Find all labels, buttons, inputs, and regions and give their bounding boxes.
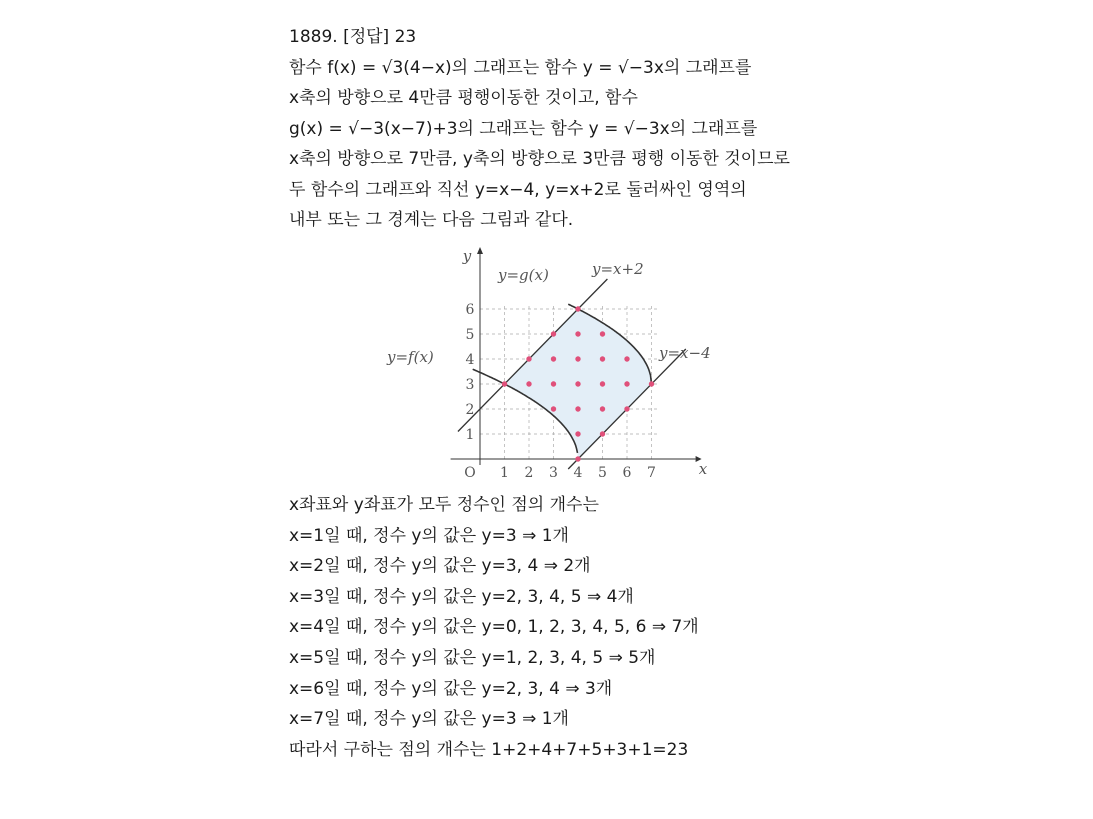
y-axis-arrow <box>477 247 483 254</box>
lattice-point-19 <box>624 406 629 411</box>
solution-line-1: x좌표와 y좌표가 모두 정수인 점의 개수는 <box>289 495 599 515</box>
lattice-point-0 <box>502 381 507 386</box>
solution-line-9: 따라서 구하는 점의 개수는 1+2+4+7+5+3+1=23 <box>289 739 689 760</box>
y-tick-label: 4 <box>465 352 475 368</box>
lattice-point-8 <box>575 431 580 436</box>
solution-line-4: x=3일 때, 정수 y의 값은 y=2, 3, 4, 5 ⇒ 4개 <box>289 586 634 607</box>
label-line-top: y=x+2 <box>592 260 644 278</box>
y-tick-label: 5 <box>465 327 475 343</box>
lattice-point-11 <box>575 356 580 361</box>
lattice-point-13 <box>575 306 580 311</box>
lattice-point-2 <box>526 356 531 361</box>
y-tick-label: 3 <box>465 377 475 393</box>
problem-header: 1889. [정답] 23 <box>289 27 417 47</box>
y-tick-label: 1 <box>465 427 475 443</box>
label-line-bottom: y=x−4 <box>659 344 711 362</box>
y-tick-label: 6 <box>465 302 475 318</box>
lattice-point-21 <box>624 356 629 361</box>
label-g: y=g(x) <box>498 266 549 284</box>
lattice-point-3 <box>551 406 556 411</box>
intro-line-6: 내부 또는 그 경계는 다음 그림과 같다. <box>289 210 574 230</box>
label-f: y=f(x) <box>387 348 434 366</box>
lattice-point-14 <box>600 431 605 436</box>
explanation-text <box>289 22 849 236</box>
lattice-point-1 <box>526 381 531 386</box>
x-tick-label: 2 <box>524 465 534 481</box>
graph-svg <box>384 243 724 483</box>
solution-line-5: x=4일 때, 정수 y의 값은 y=0, 1, 2, 3, 4, 5, 6 ⇒ 7개 <box>289 617 699 638</box>
lattice-point-9 <box>575 406 580 411</box>
y-tick-label: 2 <box>465 402 475 418</box>
lattice-point-20 <box>624 381 629 386</box>
solution-line-7: x=6일 때, 정수 y의 값은 y=2, 3, 4 ⇒ 3개 <box>289 678 613 699</box>
lattice-point-5 <box>551 356 556 361</box>
lattice-point-22 <box>649 381 654 386</box>
lattice-point-15 <box>600 406 605 411</box>
x-tick-label: 1 <box>500 465 509 481</box>
x-tick-label: 6 <box>622 465 632 481</box>
intro-line-5: 두 함수의 그래프와 직선 y=x−4, y=x+2로 둘러싸인 영역의 <box>289 179 747 200</box>
lattice-point-17 <box>600 356 605 361</box>
lattice-point-16 <box>600 381 605 386</box>
solution-line-8: x=7일 때, 정수 y의 값은 y=3 ⇒ 1개 <box>289 709 569 730</box>
lattice-point-12 <box>575 331 580 336</box>
solution-text <box>289 490 849 765</box>
solution-line-3: x=2일 때, 정수 y의 값은 y=3, 4 ⇒ 2개 <box>289 556 591 577</box>
x-tick-label: 3 <box>549 465 558 481</box>
lattice-point-7 <box>575 456 580 461</box>
x-tick-label: 4 <box>573 465 583 481</box>
intro-line-2: x축의 방향으로 4만큼 평행이동한 것이고, 함수 <box>289 88 638 108</box>
intro-line-4: x축의 방향으로 7만큼, y축의 방향으로 3만큼 평행 이동한 것이므로 <box>289 149 790 169</box>
intro-line-1: 함수 f(x) = √3(4−x)의 그래프는 함수 y = √−3x의 그래프를 <box>289 57 752 78</box>
solution-line-6: x=5일 때, 정수 y의 값은 y=1, 2, 3, 4, 5 ⇒ 5개 <box>289 647 656 668</box>
graph-figure <box>384 243 724 483</box>
x-axis-label: x <box>698 460 708 478</box>
lattice-point-10 <box>575 381 580 386</box>
lattice-point-18 <box>600 331 605 336</box>
solution-line-2: x=1일 때, 정수 y의 값은 y=3 ⇒ 1개 <box>289 525 569 546</box>
x-tick-label: 7 <box>647 465 656 481</box>
y-axis-label: y <box>462 247 472 265</box>
intro-line-3: g(x) = √−3(x−7)+3의 그래프는 함수 y = √−3x의 그래프를 <box>289 118 758 139</box>
lattice-point-4 <box>551 381 556 386</box>
origin-label: O <box>464 465 476 481</box>
lattice-point-6 <box>551 331 556 336</box>
x-tick-label: 5 <box>598 465 607 481</box>
